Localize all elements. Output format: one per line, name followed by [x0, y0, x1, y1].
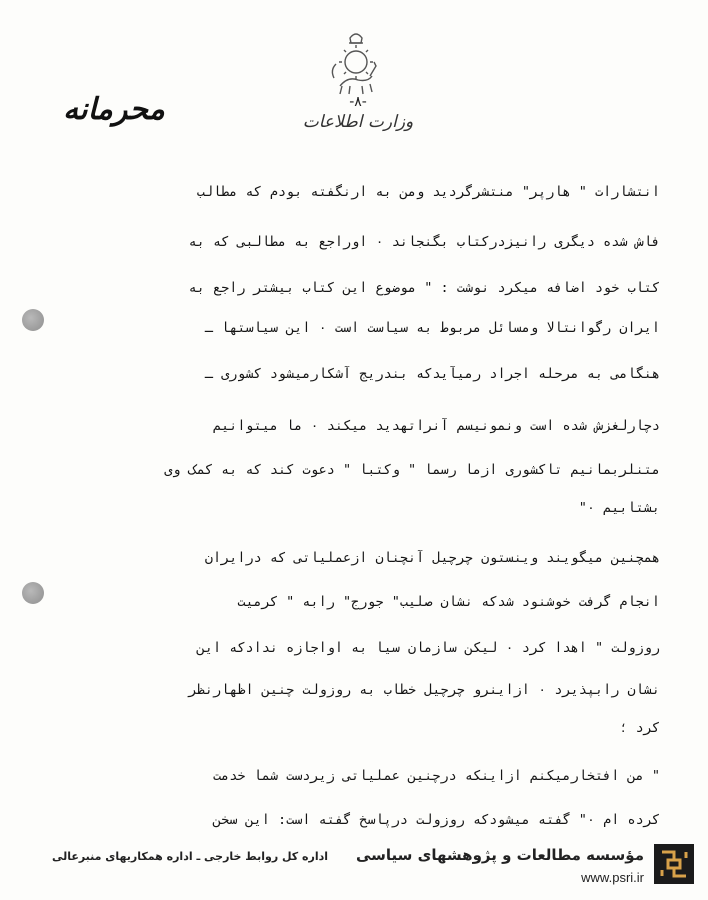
body-line-5: هنگامی به مرحله اجراد رمیآیدکه بندریج آشکارمیشود کشوری ـ	[204, 366, 660, 382]
institute-watermark	[355, 838, 698, 894]
body-line-13: کرد ؛	[619, 720, 660, 736]
ministry-letterhead: وزارت اطلاعات	[302, 112, 414, 132]
body-line-4: ایران رگوانتالا ومسائل مربوط به سیاست است ۰ این سیاستها ـ	[204, 320, 660, 336]
body-line-15: کرده ام ۰" گفته میشودکه روزولت درپاسخ گفته است: این سخن	[212, 812, 660, 828]
watermark-institute-name: مؤسسه مطالعات و پژوهشهای سیاسی	[355, 846, 644, 864]
page-number: -۸-	[349, 94, 367, 110]
body-line-1: انتشارات " هارپر" منتشرگردید ومن به ارنگفته بودم که مطالب	[196, 184, 660, 200]
footer-department: اداره کل روابط خارجی ـ اداره همکاریهای منبرعالی	[51, 850, 329, 863]
body-line-2: فاش شده دیگری رانیزدرکتاب بگنجاند ۰ اوراجع به مطالبی که به	[188, 234, 660, 250]
confidential-stamp: محرمانه	[63, 92, 165, 127]
body-line-8: بشتابیم ۰"	[578, 500, 660, 516]
body-line-11: روزولت " اهدا کرد ۰ لیکن سازمان سیا به اواجازه ندادکه این	[196, 640, 660, 656]
body-line-6: دچارلغزش شده است ونمونیسم آنراتهدید میکند ۰ ما میتوانیم	[212, 418, 660, 434]
body-line-9: همچنین میگویند وینستون چرچیل آنچنان ازعملیاتی که درایران	[204, 550, 660, 566]
watermark-url: www.psri.ir	[581, 870, 644, 885]
lion-and-sun-emblem-icon	[326, 28, 386, 104]
body-line-14: " من افتخارمیکنم ازاینکه درچنین عملیاتی زیردست شما خدمت	[212, 768, 660, 784]
body-line-10: انجام گرفت خوشنود شدکه نشان صلیب" جورج" رابه " کرمیت	[237, 594, 660, 610]
institute-logo-icon	[654, 844, 694, 884]
body-line-12: نشان رابپذیرد ۰ ازاینرو چرچیل خطاب به روزولت چنین اظهارنظر	[188, 682, 660, 698]
body-line-7: متنلربمانیم تاکشوری ازما رسما " وکتبا " دعوت کند که به کمک وی	[164, 462, 660, 478]
body-line-3: کتاب خود اضافه میکرد نوشت : " موضوع این کتاب بیشتر راجع به	[188, 280, 660, 296]
